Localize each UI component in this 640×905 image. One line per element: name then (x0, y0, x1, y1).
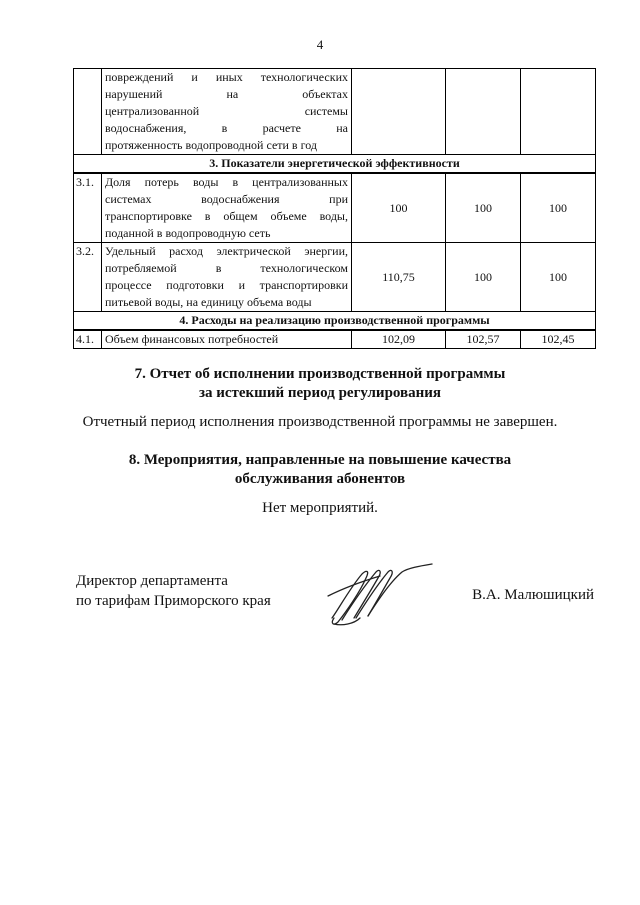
position-line: по тарифам Приморского края (76, 593, 271, 609)
description-line: повреждений и иных технологических (105, 70, 348, 84)
section-8-title-line: обслуживания абонентов (234, 471, 406, 487)
description-line: протяженность водопроводной сети в год (105, 138, 317, 152)
section-8-text: Нет мероприятий. (262, 500, 378, 516)
value-cell: 100 (352, 173, 446, 243)
value-cell: 100 (521, 243, 596, 312)
section-4-title: 4. Расходы на реализацию производственной программы (74, 312, 596, 331)
page-number: 4 (316, 37, 324, 52)
position-line: Директор департамента (76, 573, 228, 589)
description-line: процессе подготовки и транспортировки (105, 278, 348, 292)
signatory-name: В.А. Малюшицкий (472, 587, 594, 603)
row-number-cell: 3.1. (74, 173, 102, 243)
row-number-cell (74, 69, 102, 155)
description-line: питьевой воды, на единицу объема воды (105, 295, 312, 309)
handwritten-signature (320, 560, 435, 632)
section-8-title-line: 8. Мероприятия, направленные на повышение качества (128, 452, 512, 468)
row-description-cell (102, 69, 352, 155)
table-row (74, 243, 596, 312)
description-line: системах водоснабжения при (105, 192, 348, 206)
description-line: водоснабжения, в расчете на (105, 121, 348, 135)
row-description-cell (102, 173, 352, 243)
row-description-cell (102, 243, 352, 312)
row-number-cell: 3.2. (74, 243, 102, 312)
section-3-title: 3. Показатели энергетической эффективности (74, 155, 596, 174)
row-description-cell: Объем финансовых потребностей (102, 330, 352, 349)
section-header-row (74, 155, 596, 174)
section-8-heading (0, 451, 640, 489)
section-7-title-line: 7. Отчет об исполнении производственной программы (134, 366, 506, 382)
value-cell (446, 69, 521, 155)
value-cell: 100 (521, 173, 596, 243)
value-cell: 100 (446, 243, 521, 312)
value-cell: 110,75 (352, 243, 446, 312)
value-cell: 102,09 (352, 330, 446, 349)
description-line: поданной в водопроводную сеть (105, 226, 271, 240)
row-number-cell: 4.1. (74, 330, 102, 349)
value-cell: 102,45 (521, 330, 596, 349)
value-cell: 102,57 (446, 330, 521, 349)
description-line: нарушений на объектах (105, 87, 348, 101)
table-row (74, 173, 596, 243)
value-cell (521, 69, 596, 155)
section-7-title-line: за истекший период регулирования (198, 385, 442, 401)
signatory-position (76, 571, 271, 611)
description-line: транспортировке в общем объеме воды, (105, 209, 348, 223)
description-line: централизованной системы (105, 104, 348, 118)
description-line: Доля потерь воды в централизованных (105, 175, 348, 189)
description-line: Удельный расход электрической энергии, (105, 244, 348, 258)
value-cell (352, 69, 446, 155)
description-line: потребляемой в технологическом (105, 261, 348, 275)
table-row (74, 330, 596, 349)
value-cell: 100 (446, 173, 521, 243)
indicators-table (73, 68, 596, 349)
section-7-heading (0, 365, 640, 403)
section-header-row (74, 312, 596, 331)
section-7-text: Отчетный период исполнения производственной программы не завершен. (82, 414, 558, 430)
table-row (74, 69, 596, 155)
